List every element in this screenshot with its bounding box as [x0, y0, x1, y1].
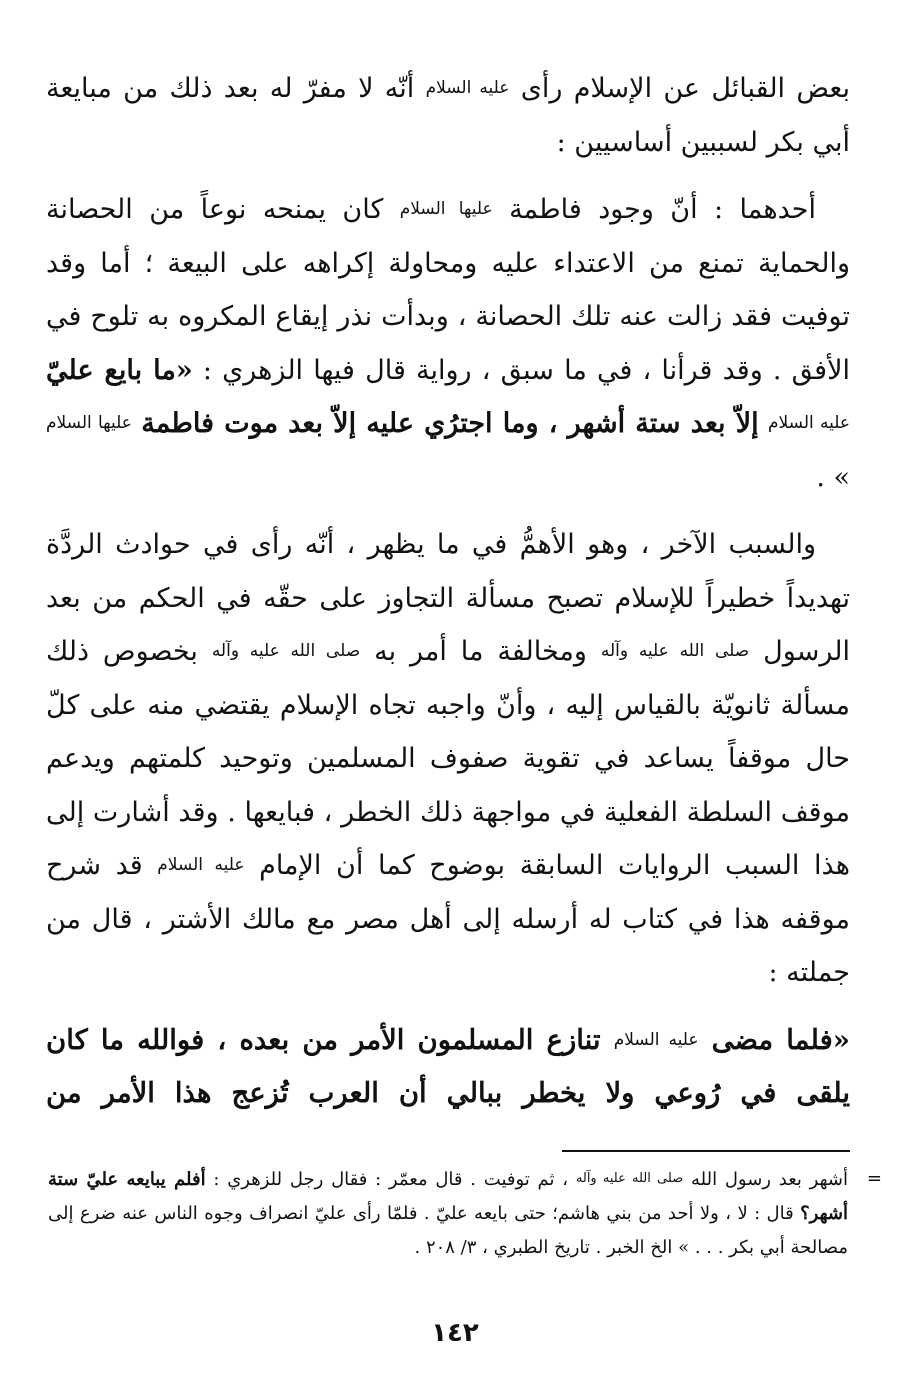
footnote	[48, 1162, 882, 1265]
paragraph-3	[46, 518, 850, 1000]
footnote-text-c: قال : لا ، ولا أحد من بني هاشم؛ حتى بايعه عليّ . فلمّا رأى عليّ انصراف وجوه الناس عنه ضرع إلى مصالحة أبي بكر . . . » الخ الخبر . تاريخ الطبري ، ٣/ ٢٠٨ .	[48, 1203, 848, 1258]
honorific-symbol: عليه السلام	[768, 413, 850, 433]
honorific-symbol: صلى الله عليه وآله	[211, 641, 361, 661]
footnote-question: أفلم يبايعه عليّ ستة أشهر؟	[48, 1169, 848, 1224]
main-text	[46, 62, 850, 1147]
footnote-text-a: أشهر بعد رسول الله	[690, 1169, 848, 1190]
quote-text-b: تنازع المسلمون الأمر من بعده ، فوالله ما كان يلقى في رُوعي ولا يخطر ببالي أن العرب تُزعج هذا الأمر من	[46, 1023, 850, 1109]
p1-text-a: بعض القبائل عن الإسلام رأى	[520, 73, 850, 104]
p2-quote-end: » .	[816, 461, 850, 493]
paragraph-1	[46, 62, 850, 169]
quote-text-a: «فلما مضى	[711, 1023, 850, 1056]
footnote-text-b: ، ثم توفيت . قال معمّر : فقال رجل للزهري :	[213, 1169, 569, 1190]
p2-quote-b: إلاّ بعد ستة أشهر ، وما اجترُي عليه إلاّ بعد موت فاطمة	[141, 408, 759, 439]
quoted-letter	[46, 1014, 850, 1120]
honorific-symbol: عليها السلام	[46, 413, 132, 433]
honorific-symbol: عليها السلام	[399, 199, 493, 219]
p2-quote-a: «ما بايع عليّ	[46, 354, 193, 386]
honorific-symbol: صلى الله عليه وآله	[600, 641, 750, 661]
honorific-symbol: عليه السلام	[157, 855, 245, 875]
paragraph-2	[46, 183, 850, 504]
page-number: ١٤٢	[431, 1318, 479, 1348]
honorific-symbol: عليه السلام	[613, 1029, 699, 1050]
p2-text-b: كان يمنحه نوعاً من الحصانة والحماية تمنع من الاعتداء عليه ومحاولة إكراهه على البيعة ؛ أما وقد توفيت فقد زالت عنه تلك الحصانة ، وبدأت نذر إيقاع المكروه به تلوح في الأفق . وقد قرأنا ، في ما سبق ، رواية قال فيها الزهري :	[46, 194, 850, 386]
p1-text-b: أنّه لا مفرّ له بعد ذلك من مبايعة أبي بكر لسببين أساسيين :	[46, 73, 850, 158]
p3-text-a: والسبب الآخر ، وهو الأهمُّ في ما يظهر ، أنّه رأى في حوادث الردَّة تهديداً خطيراً للإسلام تصبح مسألة التجاوز على حقّه في الحكم من بعد الرسول	[46, 529, 850, 667]
p3-text-c: بخصوص ذلك مسألة ثانويّة بالقياس إليه ، وأنّ واجبه تجاه الإسلام يقتضي منه على كلّ حال موقفاً يساعد في تقوية صفوف المسلمين وتوحيد كلمتهم ويدعم موقف السلطة الفعلية في مواجهة ذلك الخطر ، فبايعها . وقد أشارت إلى هذا السبب الروايات السابقة بوضوح كما أن الإمام	[46, 636, 850, 881]
honorific-symbol: عليه السلام	[425, 78, 510, 98]
p3-text-d: قد شرح موقفه هذا في كتاب له أرسله إلى أهل مصر مع مالك الأشتر ، قال من جملته :	[46, 850, 850, 988]
footnote-continuation-mark: =	[866, 1168, 882, 1189]
p3-text-b: ومخالفة ما أمر به	[374, 636, 587, 667]
footnote-divider	[562, 1150, 850, 1152]
p2-text-a: أحدهما : أنّ وجود فاطمة	[509, 194, 816, 225]
honorific-symbol: صلى الله عليه وآله	[575, 1171, 684, 1186]
